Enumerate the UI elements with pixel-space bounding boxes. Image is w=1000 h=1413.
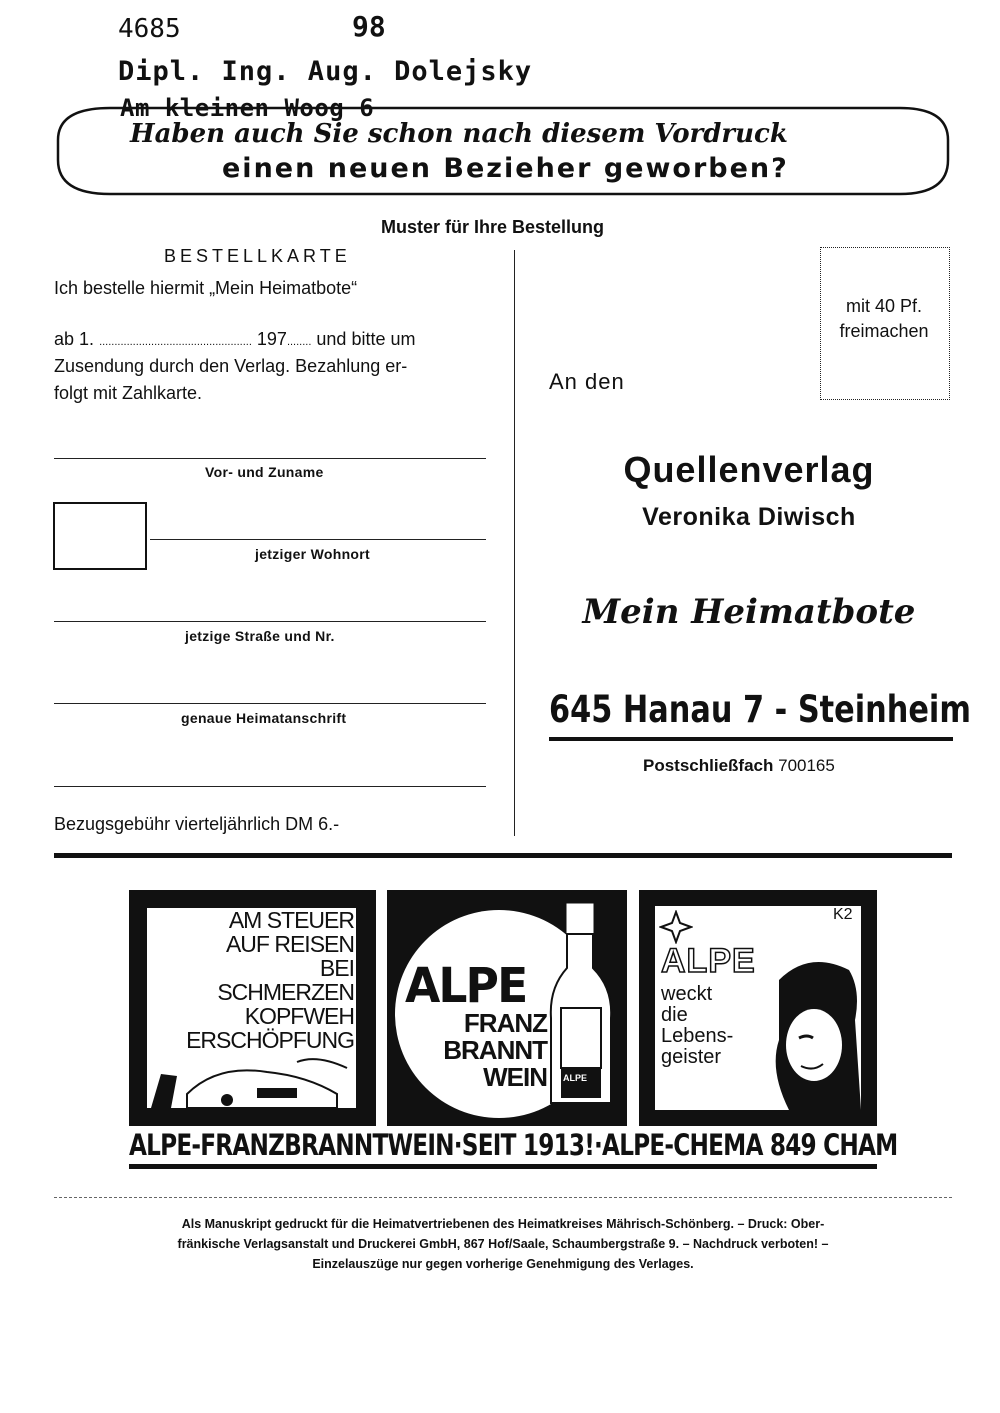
- city-field-line[interactable]: [150, 539, 486, 540]
- order-line: Ich bestelle hiermit „Mein Heimatbote“: [54, 278, 358, 298]
- city-underline: [549, 737, 953, 741]
- publisher-name: Quellenverlag: [623, 449, 875, 490]
- muster-heading: Muster für Ihre Bestellung: [381, 217, 605, 237]
- footer-line3: Einzelauszüge nur gegen vorherige Genehmigung des Verlages.: [312, 1257, 694, 1271]
- ad-travel-line2: AUF REISEN: [225, 931, 354, 957]
- card-divider: [514, 250, 515, 836]
- fee-line: Bezugsgebühr vierteljährlich DM 6.-: [54, 814, 340, 834]
- po-box-label: Postschließfach: [643, 756, 774, 775]
- footer-imprint: [54, 1214, 952, 1274]
- city-field-label: jetziger Wohnort: [255, 546, 370, 562]
- ad-bottle-line1: FRANZ: [463, 1008, 547, 1038]
- ad-travel-line4: SCHMERZEN: [217, 979, 354, 1005]
- ad-travel-line3: BEI: [319, 955, 354, 981]
- date-year-dots: ........: [286, 336, 312, 348]
- ad-panel-portrait: [639, 890, 877, 1126]
- name-field-line[interactable]: [54, 458, 486, 459]
- photo-box: [53, 502, 147, 570]
- footer-line1: Als Manuskript gedruckt für die Heimatvertriebenen des Heimatkreises Mährisch-Schönberg. – Druck: Ober-: [181, 1217, 825, 1231]
- ad-portrait-line2: die: [661, 1004, 688, 1026]
- ad-bottle-brand: ALPE: [405, 958, 527, 1014]
- name-field-label: Vor- und Zuname: [205, 464, 324, 480]
- ad-portrait-line1: weckt: [661, 983, 713, 1005]
- home-field-label: genaue Heimatanschrift: [181, 710, 347, 726]
- footer-line2: fränkische Verlagsanstalt und Druckerei GmbH, 867 Hof/Saale, Schaumbergstraße 9. – Nachdruck verboten! –: [177, 1237, 829, 1251]
- ad-travel-line6: ERSCHÖPFUNG: [186, 1027, 354, 1053]
- delivery-line1: Zusendung durch den Verlag. Bezahlung er-: [54, 356, 408, 376]
- date-prefix: ab 1.: [54, 329, 95, 349]
- addressee-street: Am kleinen Woog 6: [120, 94, 375, 122]
- footer-rule: [54, 1197, 952, 1198]
- street-field-label: jetzige Straße und Nr.: [185, 628, 335, 644]
- banner-line1: Haben auch Sie schon nach diesem Vordruck: [130, 119, 788, 149]
- bottle-icon: [547, 898, 617, 1118]
- street-field-line[interactable]: [54, 621, 486, 622]
- ad-portrait-line3: Lebens-: [661, 1025, 734, 1047]
- date-year: 197: [256, 329, 287, 349]
- ad-panel-travel: [129, 890, 376, 1126]
- ad-bottle-label: ALPE: [563, 1073, 588, 1083]
- ad-portrait-line4: geister: [661, 1046, 722, 1068]
- ad-travel-line5: KOPFWEH: [244, 1003, 354, 1029]
- id-number: 4685: [118, 14, 181, 44]
- date-line: [54, 329, 415, 350]
- po-box-number: 700165: [778, 756, 835, 775]
- an-den: An den: [549, 369, 625, 394]
- portrait-illustration: [759, 950, 861, 1110]
- section-separator: [54, 853, 952, 858]
- stamp-line1: mit 40 Pf.: [845, 296, 923, 316]
- ad-bottle-line2: BRANNT: [443, 1035, 547, 1065]
- ad-portrait-code: K2: [833, 906, 853, 923]
- ad-underline: [129, 1164, 877, 1169]
- ad-slogan: ALPE-FRANZBRANNTWEIN·SEIT 1913!·ALPE-CHEMA 849 CHAM: [129, 1128, 898, 1162]
- publisher-owner: Veronika Diwisch: [642, 503, 856, 531]
- home-field-line[interactable]: [54, 703, 486, 704]
- ad-portrait-brand: ALPE: [661, 942, 756, 980]
- star-icon: [659, 910, 693, 944]
- ad-bottle-line3: WEIN: [483, 1062, 547, 1092]
- stamp-line2: freimachen: [839, 321, 929, 341]
- publisher-city: 645 Hanau 7 - Steinheim: [549, 688, 971, 731]
- extra-field-line[interactable]: [54, 786, 486, 787]
- page-number: 98: [352, 10, 386, 43]
- car-illustration: [147, 1054, 356, 1108]
- publication-title: Mein Heimatbote: [582, 592, 916, 632]
- addressee-name: Dipl. Ing. Aug. Dolejsky: [118, 56, 533, 87]
- banner-frame: [50, 100, 955, 200]
- banner-line2: einen neuen Bezieher geworben?: [222, 153, 789, 184]
- ad-panel-bottle: [387, 890, 627, 1126]
- delivery-line2: folgt mit Zahlkarte.: [54, 383, 203, 403]
- date-dots: ..................................................: [99, 336, 252, 348]
- po-box: [643, 756, 835, 776]
- date-suffix: und bitte um: [316, 329, 416, 349]
- ad-travel-line1: AM STEUER: [228, 907, 354, 933]
- card-title: BESTELLKARTE: [164, 246, 351, 266]
